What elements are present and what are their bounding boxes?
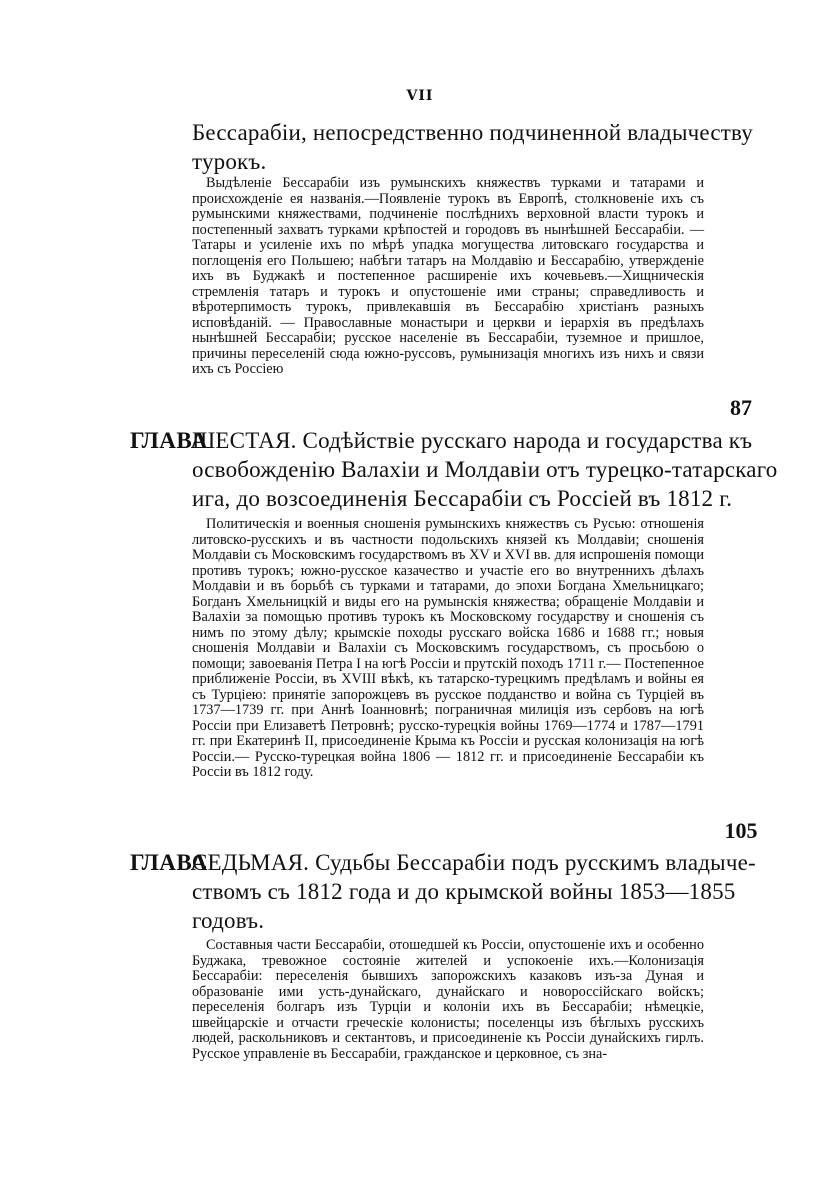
chapter-5-heading-tail (192, 118, 753, 176)
heading-line: СЕДЬМАЯ. Судьбы Бессарабіи подъ русскимъ владычe- (192, 850, 756, 875)
chapter-5-page-number: 87 (730, 395, 752, 420)
heading-line: освобожденію Валахіи и Молдавіи отъ турецко-татарскаго (192, 457, 778, 482)
chapter-6-summary: Политическія и военныя сношенія румынскихъ княжествъ съ Русью: отношенія литовско-русскихъ и въ частности подольскихъ князей къ Молдавіи; сношенія Молдавіи съ Московскимъ государствомъ въ XV и XVI вв. для испрошенія помощи противъ турокъ; южно-русское казачество и участіе его во внутреннихъ дѣлахъ Молдавіи и въ борьбѣ съ турками и татарами, до эпохи Богдана Хмельницкаго; Богданъ Хмельницкій и виды его на румынскія княжества; обращеніе Молдавіи и Валахіи за помощью противъ турокъ къ Московскому государству и сношенія съ нимъ по этому дѣлу; крымскіе походы русскаго войска 1686 и 1688 гг.; новыя сношенія Молдавіи и Валахіи съ Московскимъ государствомъ, съ просьбою о помощи; завоеванія Петра I на югѣ Россіи и прутскій походъ 1711 г.— Постепенное приближеніе Россіи, въ XVIII вѣкѣ, къ татарско-турецкимъ предѣламъ и войны ея съ Турціею: принятіе запорожцевъ въ русское подданство и война съ Турціей въ 1737—1739 гг. при Аннѣ Іоанновнѣ; пограничная милиція изъ сербовъ на югѣ Россіи при Елизаветѣ Петровнѣ; русско-турецкія войны 1769—1774 и 1787—1791 гг. при Екатеринѣ II, присоединеніе Крыма къ Россіи и русская колонизація на югѣ Россіи.— Русско-турецкая война 1806 — 1812 гг. и присоединеніе Бессарабіи къ Россіи въ 1812 году. (192, 516, 704, 780)
chapter-6-heading (130, 426, 778, 513)
heading-line: турокъ. (192, 149, 267, 174)
heading-line: годовъ. (192, 908, 265, 933)
page-folio: VII (406, 88, 434, 104)
chapter-5-summary: Выдѣленіе Бессарабіи изъ румынскихъ княжествъ турками и татарами и происхожденіе ея названія.—Появленіе турокъ въ Европѣ, столкновеніе ихъ съ румынскими княжествами, подчиненіе послѣднихъ верховной власти турокъ и постепенный захватъ турками крѣпостей и городовъ въ нынѣшней Бессарабіи. — Татары и усиленіе ихъ по мѣрѣ упадка могущества литовскаго государства и поглощенія его Польшею; набѣги татаръ на Молдавію и Бессарабію, утвержденіе ихъ въ Буджакѣ и постепенное расширеніе ихъ кочевьевъ.—Хищническія стремленія татаръ и турокъ и опустошеніе ими страны; справедливость и вѣротерпимость турокъ, привлекавшія въ Бессарабію христіанъ разныхъ исповѣданій. — Православные монастыри и церкви и іерархія въ предѣлахъ нынѣшней Бессарабіи; русское населеніе въ Бессарабіи, туземное и пришлое, причины переселеній сюда южно-руссовъ, румынизація многихъ изъ нихъ и связи ихъ съ Россіею (192, 175, 704, 377)
heading-line: ШЕСТАЯ. Содѣйствіе русскаго народа и государства къ (192, 428, 753, 453)
chapter-7-heading (130, 848, 756, 935)
heading-line: Бессарабіи, непосредственно подчиненной владычеству (192, 120, 753, 145)
chapter-7-label: ГЛАВА (130, 850, 208, 875)
heading-line: ига, до возсоединенія Бессарабіи съ Россіей въ 1812 г. (192, 486, 733, 511)
chapter-6-page-number: 105 (724, 818, 758, 843)
heading-line: ствомъ съ 1812 года и до крымской войны 1853—1855 (192, 879, 736, 904)
chapter-6-label: ГЛАВА (130, 428, 208, 453)
chapter-7-summary: Составныя части Бессарабіи, отошедшей къ Россіи, опустошеніе ихъ и особенно Буджака, тревожное состояніе жителей и успокоеніе ихъ.—Колонизація Бессарабіи: переселенія бывшихъ запорожскихъ казаковъ изъ-за Дуная и образованіе ими усть-дунайскаго, дунайскаго и новороссійскаго войскъ; переселенія болгаръ изъ Турціи и колоніи ихъ въ Бессарабіи; нѣмецкіе, швейцарскіе и отчасти греческіе колонисты; поселенцы изъ бѣглыхъ русскихъ людей, раскольниковъ и сектантовъ, и присоединеніе къ Россіи дунайскихъ гирлъ. Русское управленіе въ Бессарабіи, гражданское и церковное, съ зна- (192, 937, 704, 1062)
